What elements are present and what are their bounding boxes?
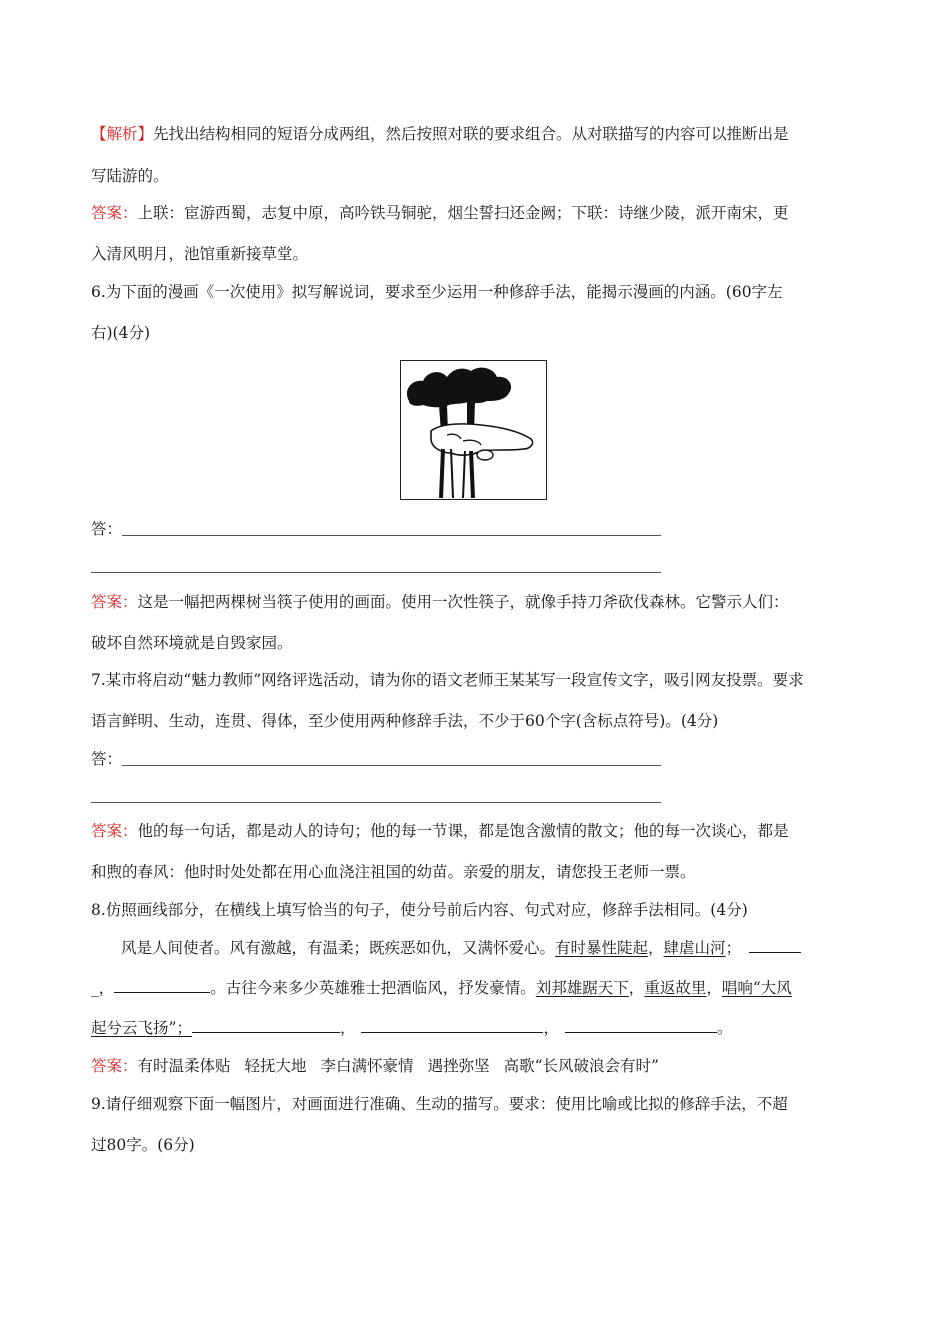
q7-answer-line-1[interactable] — [122, 765, 661, 766]
q8-passage-line-1: 风是人间使者。风有激越，有温柔；既疾恶如仇，又满怀爱心。有时暴性陡起，肆虐山河； — [121, 936, 861, 960]
q6-prompt-line-1: 6.为下面的漫画《一次使用》拟写解说词，要求至少运用一种修辞手法，能揭示漫画的内涵。(60字左 — [91, 283, 783, 301]
fill-blank-5[interactable] — [565, 1016, 717, 1033]
q6-answer-line-1[interactable] — [122, 535, 661, 536]
q6-answer-line-2[interactable] — [91, 572, 661, 573]
q7-prompt-line-2: 语言鲜明、生动，连贯、得体，至少使用两种修辞手法，不少于60个字(含标点符号)。(4分) — [91, 712, 719, 730]
underlined-phrase: 刘邦雄踞天下 — [535, 979, 629, 997]
q7-prompt-line-1: 7.某市将启动“魅力教师”网络评选活动，请为你的语文老师王某某写一段宣传文字，吸引网友投票。要求 — [91, 671, 804, 689]
answer-item: 遇挫弥坚 — [427, 1057, 490, 1075]
underlined-phrase: 重返故里 — [644, 979, 707, 997]
answer-text: 上联：宦游西蜀，志复中原，高吟铁马铜驼，烟尘誓扫还金阙；下联：诗继少陵，派开南宋，更 — [137, 204, 789, 222]
answer-tag: 答案： — [91, 204, 138, 222]
answer-item: 有时温柔体贴 — [137, 1057, 231, 1075]
answer-tag: 答案： — [91, 1057, 138, 1075]
q6-answer-line-a — [91, 590, 861, 614]
q8-passage-line-2: _， 。古往今来多少英雄雅士把酒临风，抒发豪情。刘邦雄踞天下，重返故里，唱响“大风 — [91, 976, 861, 1000]
underlined-phrase: 有时暴性陡起 — [555, 939, 649, 957]
q8-passage-line-3: 起兮云飞扬”； ， ， 。 — [91, 1016, 861, 1040]
cartoon-image — [400, 360, 547, 500]
analysis-tag: 【解析】 — [91, 125, 154, 143]
q5-answer-line-2: 入清风明月，池馆重新接草堂。 — [91, 245, 309, 263]
q8-answer — [91, 1054, 861, 1078]
q9-prompt-line-1: 9.请仔细观察下面一幅图片，对画面进行准确、生动的描写。要求：使用比喻或比拟的修辞手法，不超 — [91, 1095, 788, 1113]
q6-prompt-line-2: 右)(4分) — [91, 324, 151, 342]
q5-analysis-line-2: 写陆游的。 — [91, 167, 169, 185]
underlined-phrase: 起兮云飞扬” — [91, 1019, 177, 1037]
q8-prompt: 8.仿照画线部分，在横线上填写恰当的句子，使分号前后内容、句式对应，修辞手法相同。(4分) — [91, 901, 748, 919]
underlined-phrase: 肆虐山河 — [663, 939, 726, 957]
answer-item: 李白满怀豪情 — [320, 1057, 414, 1075]
fill-blank-4[interactable] — [361, 1016, 543, 1033]
q5-analysis-line-1 — [91, 122, 861, 146]
q7-answer-line-a — [91, 819, 861, 843]
fill-blank-3[interactable] — [192, 1016, 340, 1033]
q9-prompt-line-2: 过80字。(6分) — [91, 1136, 195, 1154]
fill-blank-1[interactable] — [749, 936, 801, 953]
fill-blank-2[interactable] — [114, 976, 210, 993]
analysis-text: 先找出结构相同的短语分成两组，然后按照对联的要求组合。从对联描写的内容可以推断出是 — [153, 125, 789, 143]
answer-text: 这是一幅把两棵树当筷子使用的画面。使用一次性筷子，就像手持刀斧砍伐森林。它警示人们： — [137, 593, 789, 611]
q6-answer-prefix: 答： — [91, 520, 123, 538]
answer-item: 轻抚大地 — [244, 1057, 307, 1075]
answer-tag: 答案： — [91, 822, 138, 840]
answer-item: 高歌“长风破浪会有时” — [503, 1057, 659, 1075]
answer-tag: 答案： — [91, 593, 138, 611]
q7-answer-line-2[interactable] — [91, 802, 661, 803]
underlined-phrase: 唱响“大风 — [721, 979, 792, 997]
q6-answer-line-b: 破坏自然环境就是自毁家园。 — [91, 634, 293, 652]
trees-chopsticks-icon — [401, 361, 545, 498]
q7-answer-prefix: 答： — [91, 750, 123, 768]
q5-answer-line-1 — [91, 201, 861, 225]
answer-text: 他的每一句话，都是动人的诗句；他的每一节课，都是饱含激情的散文；他的每一次谈心，都是 — [137, 822, 789, 840]
q7-answer-line-b: 和煦的春风：他时时处处都在用心血浇注祖国的幼苗。亲爱的朋友，请您投王老师一票。 — [91, 863, 696, 881]
